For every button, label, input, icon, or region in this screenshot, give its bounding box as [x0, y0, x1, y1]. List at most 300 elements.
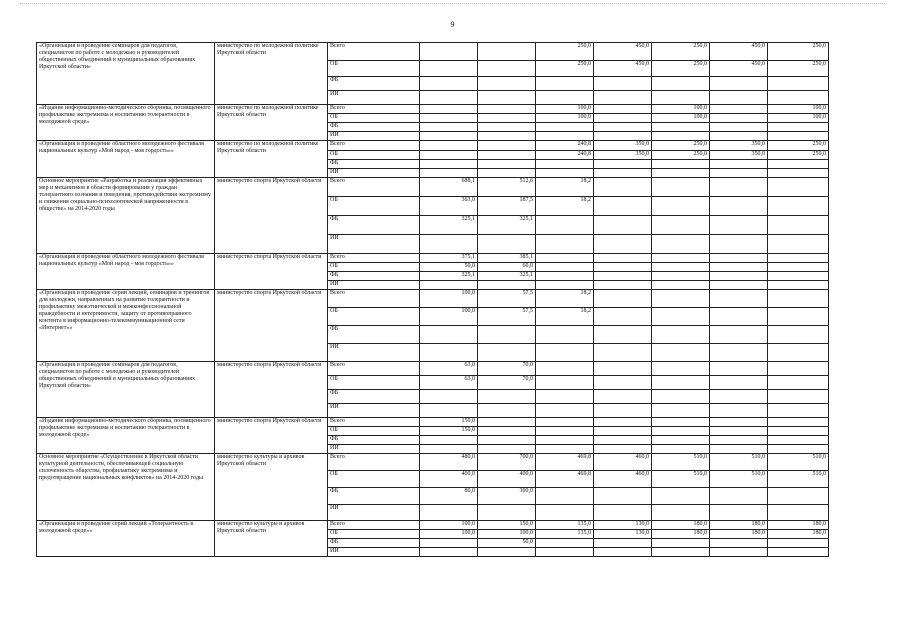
amount-cell: 480,0 [420, 454, 478, 471]
amount-cell: 250,0 [652, 141, 710, 151]
amount-cell [710, 445, 768, 454]
amount-cell: 70,0 [478, 362, 536, 376]
amount-cell: 180,0 [652, 521, 710, 530]
scan-top-edge [20, 3, 885, 4]
funding-source-label: ИИ [328, 281, 420, 290]
amount-cell [536, 263, 594, 272]
amount-cell [710, 548, 768, 557]
amount-cell [420, 105, 478, 114]
activity-name: «Организация и проведение областного молодежного фестиваля национальных культур «Мой народ - моя гордость»» [37, 254, 215, 290]
amount-cell [652, 272, 710, 281]
amount-cell [768, 290, 829, 308]
table-row [37, 362, 829, 376]
amount-cell [710, 197, 768, 216]
funding-source-label: Всего [328, 290, 420, 308]
amount-cell [594, 132, 652, 141]
amount-cell [420, 505, 478, 521]
amount-cell [536, 344, 594, 362]
amount-cell [478, 151, 536, 160]
amount-cell [420, 77, 478, 91]
funding-source-label: ИИ [328, 169, 420, 178]
amount-cell: 450,0 [594, 61, 652, 77]
amount-cell [652, 216, 710, 235]
activity-name: «Издание информационно-методического сборника, посвященного профилактике экстремизма и воспитанию толерантности в молодежной среде» [37, 418, 215, 454]
amount-cell [478, 77, 536, 91]
amount-cell: 130,0 [594, 521, 652, 530]
funding-source-label: ИИ [328, 548, 420, 557]
amount-cell [536, 436, 594, 445]
funding-source-label: ОБ [328, 471, 420, 488]
responsible-org: министерство спорта Иркутской области [215, 178, 328, 254]
amount-cell: 250,0 [652, 43, 710, 61]
amount-cell [594, 290, 652, 308]
amount-cell: 100,0 [652, 105, 710, 114]
amount-cell: 400,0 [420, 471, 478, 488]
amount-cell [420, 43, 478, 61]
funding-source-label: ИИ [328, 235, 420, 254]
amount-cell [768, 132, 829, 141]
funding-source-label: ОБ [328, 427, 420, 436]
amount-cell [536, 272, 594, 281]
amount-cell: 180,0 [768, 521, 829, 530]
amount-cell [768, 308, 829, 326]
amount-cell [768, 216, 829, 235]
amount-cell [710, 114, 768, 123]
amount-cell [652, 548, 710, 557]
amount-cell [420, 169, 478, 178]
amount-cell: 250,0 [652, 61, 710, 77]
amount-cell: 450,0 [710, 43, 768, 61]
amount-cell: 325,1 [420, 272, 478, 281]
amount-cell [652, 254, 710, 263]
amount-cell [536, 539, 594, 548]
amount-cell: 180,0 [652, 530, 710, 539]
funding-source-label: ОБ [328, 376, 420, 390]
amount-cell: 18,2 [536, 178, 594, 197]
amount-cell [710, 344, 768, 362]
amount-cell [420, 61, 478, 77]
activity-name: «Организация и проведение семинаров для педагогов, специалистов по работе с молодежью и руководителей общественных объединений в муниципальных образованиях Иркутской области» [37, 362, 215, 418]
amount-cell [536, 548, 594, 557]
amount-cell: 469,8 [536, 471, 594, 488]
amount-cell [652, 132, 710, 141]
activity-name: «Издание информационно-методического сборника, посвященного профилактике экстремизма и воспитанию толерантности в молодежной среде» [37, 105, 215, 141]
funding-source-label: ОБ [328, 308, 420, 326]
amount-cell: 100,0 [536, 105, 594, 114]
amount-cell [478, 105, 536, 114]
amount-cell: 363,0 [420, 197, 478, 216]
amount-cell [420, 160, 478, 169]
amount-cell: 510,0 [652, 471, 710, 488]
amount-cell: 325,1 [478, 272, 536, 281]
amount-cell: 350,0 [594, 151, 652, 160]
amount-cell [768, 436, 829, 445]
activity-name: «Организация и проведение областного молодежного фестиваля национальных культур «Мой народ - моя гордость»» [37, 141, 215, 178]
amount-cell: 18,2 [536, 197, 594, 216]
amount-cell [710, 418, 768, 427]
amount-cell [536, 123, 594, 132]
amount-cell: 350,0 [710, 141, 768, 151]
amount-cell: 460,0 [594, 471, 652, 488]
amount-cell [420, 132, 478, 141]
amount-cell [594, 344, 652, 362]
amount-cell [420, 404, 478, 418]
responsible-org: министерство спорта Иркутской области [215, 418, 328, 454]
amount-cell: 70,0 [478, 376, 536, 390]
amount-cell [536, 77, 594, 91]
amount-cell [536, 91, 594, 105]
amount-cell [420, 344, 478, 362]
amount-cell: 250,0 [652, 151, 710, 160]
funding-source-label: Всего [328, 141, 420, 151]
amount-cell [478, 505, 536, 521]
amount-cell [420, 141, 478, 151]
amount-cell [594, 427, 652, 436]
amount-cell [652, 390, 710, 404]
funding-source-label: Всего [328, 254, 420, 263]
amount-cell [478, 114, 536, 123]
amount-cell: 18,2 [536, 290, 594, 308]
amount-cell [710, 77, 768, 91]
amount-cell [478, 123, 536, 132]
funding-source-label: ОБ [328, 61, 420, 77]
amount-cell [652, 488, 710, 505]
funding-source-label: ОБ [328, 114, 420, 123]
amount-cell: 100,0 [768, 114, 829, 123]
amount-cell: 300,0 [478, 488, 536, 505]
responsible-org: министерство спорта Иркутской области [215, 362, 328, 418]
page-number: 9 [450, 20, 455, 29]
amount-cell [594, 263, 652, 272]
amount-cell: 250,0 [768, 61, 829, 77]
responsible-org: министерство культуры и архивов Иркутской области [215, 521, 328, 557]
amount-cell: 375,1 [420, 254, 478, 263]
amount-cell [594, 160, 652, 169]
amount-cell [536, 445, 594, 454]
amount-cell [768, 263, 829, 272]
responsible-org: министерство спорта Иркутской области [215, 254, 328, 290]
activity-name: Основное мероприятие «Разработка и реализация эффективных мер и механизмов в области формирования у граждан толерантного сознания и поведения, противодействия экстремизму и снижения социально-психологической напряженности в обществе» на 2014-2020 годы [37, 178, 215, 254]
amount-cell: 180,0 [710, 521, 768, 530]
funding-source-label: ИИ [328, 505, 420, 521]
amount-cell [536, 418, 594, 427]
amount-cell [652, 362, 710, 376]
amount-cell [768, 404, 829, 418]
amount-cell: 63,0 [420, 376, 478, 390]
amount-cell [652, 281, 710, 290]
amount-cell [478, 132, 536, 141]
amount-cell [710, 235, 768, 254]
funding-source-label: ОБ [328, 151, 420, 160]
amount-cell [768, 427, 829, 436]
activity-name: Основное мероприятие «Осуществление в Иркутской области культурной деятельности, обеспечивающей социальную сплоченность общества, профилактику экстремизма и предотвращение национальных конфликтов» на 2014-2020 годы [37, 454, 215, 521]
funding-source-label: ФБ [328, 216, 420, 235]
funding-source-label: ФБ [328, 77, 420, 91]
amount-cell [594, 362, 652, 376]
amount-cell [594, 418, 652, 427]
amount-cell [536, 505, 594, 521]
amount-cell [710, 132, 768, 141]
amount-cell: 100,0 [420, 530, 478, 539]
funding-source-label: ИИ [328, 344, 420, 362]
amount-cell [652, 263, 710, 272]
amount-cell [768, 376, 829, 390]
table-row [37, 43, 829, 61]
amount-cell [768, 281, 829, 290]
amount-cell [768, 160, 829, 169]
amount-cell [594, 281, 652, 290]
amount-cell [652, 308, 710, 326]
amount-cell [420, 390, 478, 404]
amount-cell [420, 123, 478, 132]
table-row [37, 178, 829, 197]
amount-cell: 510,0 [710, 454, 768, 471]
amount-cell [536, 160, 594, 169]
funding-source-label: ФБ [328, 436, 420, 445]
activity-name: «Организация и проведение семинаров для педагогов, специалистов по работе с молодежью и руководителей общественных объединений в муниципальных образованиях Иркутской области» [37, 43, 215, 105]
amount-cell: 100,0 [536, 114, 594, 123]
amount-cell [768, 272, 829, 281]
amount-cell [768, 326, 829, 344]
amount-cell [768, 169, 829, 178]
amount-cell: 50,0 [420, 263, 478, 272]
amount-cell: 510,0 [652, 454, 710, 471]
amount-cell [594, 178, 652, 197]
amount-cell [536, 376, 594, 390]
funding-source-label: ИИ [328, 132, 420, 141]
funding-source-label: Всего [328, 178, 420, 197]
amount-cell [768, 418, 829, 427]
amount-cell [478, 436, 536, 445]
amount-cell: 688,1 [420, 178, 478, 197]
amount-cell: 60,0 [478, 263, 536, 272]
amount-cell [420, 114, 478, 123]
amount-cell [652, 505, 710, 521]
amount-cell [420, 281, 478, 290]
amount-cell [710, 308, 768, 326]
funding-source-label: ОБ [328, 530, 420, 539]
amount-cell [710, 488, 768, 505]
amount-cell [652, 169, 710, 178]
amount-cell: 63,0 [420, 362, 478, 376]
amount-cell [652, 178, 710, 197]
amount-cell [710, 390, 768, 404]
amount-cell [478, 427, 536, 436]
amount-cell: 250,0 [536, 61, 594, 77]
table-row [37, 290, 829, 308]
amount-cell: 240,8 [536, 151, 594, 160]
amount-cell [768, 77, 829, 91]
funding-source-label: ИИ [328, 445, 420, 454]
amount-cell [710, 427, 768, 436]
amount-cell [710, 91, 768, 105]
amount-cell [710, 362, 768, 376]
amount-cell: 18,2 [536, 308, 594, 326]
responsible-org: министерство по молодежной политике Иркутской области [215, 43, 328, 105]
amount-cell: 100,0 [420, 521, 478, 530]
amount-cell [594, 390, 652, 404]
funding-source-label: Всего [328, 362, 420, 376]
amount-cell [768, 505, 829, 521]
amount-cell [652, 404, 710, 418]
responsible-org: министерство по молодежной политике Иркутской области [215, 105, 328, 141]
amount-cell: 180,0 [768, 530, 829, 539]
amount-cell [710, 169, 768, 178]
table-row [37, 141, 829, 151]
table-row [37, 521, 829, 530]
amount-cell [768, 254, 829, 263]
amount-cell: 350,0 [594, 141, 652, 151]
amount-cell [768, 539, 829, 548]
amount-cell [536, 281, 594, 290]
amount-cell: 469,8 [536, 454, 594, 471]
amount-cell: 50,0 [478, 539, 536, 548]
amount-cell [768, 344, 829, 362]
amount-cell [652, 326, 710, 344]
amount-cell [478, 141, 536, 151]
amount-cell [710, 404, 768, 418]
amount-cell [768, 178, 829, 197]
amount-cell: 510,0 [768, 471, 829, 488]
amount-cell [710, 123, 768, 132]
funding-source-label: Всего [328, 43, 420, 61]
amount-cell [594, 105, 652, 114]
amount-cell [768, 548, 829, 557]
amount-cell: 80,0 [420, 488, 478, 505]
amount-cell [594, 114, 652, 123]
amount-cell [710, 281, 768, 290]
funding-source-label: ИИ [328, 404, 420, 418]
amount-cell [652, 427, 710, 436]
amount-cell: 450,0 [594, 43, 652, 61]
amount-cell [710, 216, 768, 235]
amount-cell: 700,0 [478, 454, 536, 471]
amount-cell [594, 91, 652, 105]
amount-cell [768, 91, 829, 105]
funding-source-label: Всего [328, 454, 420, 471]
amount-cell: 150,0 [478, 521, 536, 530]
amount-cell [652, 235, 710, 254]
amount-cell [710, 376, 768, 390]
amount-cell [710, 272, 768, 281]
amount-cell [478, 235, 536, 254]
amount-cell [652, 539, 710, 548]
amount-cell [652, 436, 710, 445]
amount-cell: 400,0 [478, 471, 536, 488]
amount-cell [536, 488, 594, 505]
amount-cell: 130,0 [594, 530, 652, 539]
amount-cell [478, 445, 536, 454]
amount-cell [710, 254, 768, 263]
amount-cell [536, 390, 594, 404]
amount-cell [594, 488, 652, 505]
amount-cell [478, 169, 536, 178]
amount-cell [768, 362, 829, 376]
amount-cell [652, 77, 710, 91]
responsible-org: министерство культуры и архивов Иркутской области [215, 454, 328, 521]
amount-cell [478, 390, 536, 404]
responsible-org: министерство спорта Иркутской области [215, 290, 328, 362]
amount-cell: 150,0 [420, 418, 478, 427]
amount-cell [710, 160, 768, 169]
amount-cell [536, 132, 594, 141]
amount-cell [652, 91, 710, 105]
amount-cell [710, 263, 768, 272]
amount-cell [594, 436, 652, 445]
amount-cell [536, 362, 594, 376]
funding-source-label: ФБ [328, 390, 420, 404]
activity-name: «Организация и проведение серии лекций, семинаров и тренингов для молодежи, направленных на развитие толерантности и профилактику межэтнической и межконфессиональной враждебности и нетерпимости, защиту от противоправного контента в информационно-телекоммуникационной сети «Интернет»» [37, 290, 215, 362]
amount-cell: 100,0 [652, 114, 710, 123]
amount-cell [652, 160, 710, 169]
amount-cell [594, 404, 652, 418]
amount-cell [536, 404, 594, 418]
amount-cell [536, 254, 594, 263]
funding-source-label: ИИ [328, 91, 420, 105]
table-row [37, 454, 829, 471]
amount-cell [594, 376, 652, 390]
amount-cell: 510,0 [710, 471, 768, 488]
amount-cell: 350,0 [710, 151, 768, 160]
activity-name: «Организация и проведение серий лекций «Толерантность в молодежной среде»» [37, 521, 215, 557]
amount-cell [420, 235, 478, 254]
amount-cell: 150,0 [420, 427, 478, 436]
amount-cell [478, 91, 536, 105]
amount-cell [710, 326, 768, 344]
amount-cell [652, 344, 710, 362]
amount-cell: 100,0 [420, 308, 478, 326]
amount-cell: 187,5 [478, 197, 536, 216]
funding-source-label: ФБ [328, 272, 420, 281]
amount-cell [594, 235, 652, 254]
amount-cell [768, 235, 829, 254]
amount-cell [594, 77, 652, 91]
amount-cell [710, 178, 768, 197]
amount-cell [536, 427, 594, 436]
amount-cell: 135,0 [536, 530, 594, 539]
amount-cell [710, 505, 768, 521]
amount-cell: 180,0 [710, 530, 768, 539]
amount-cell: 325,1 [478, 216, 536, 235]
amount-cell [652, 290, 710, 308]
amount-cell [594, 505, 652, 521]
amount-cell [536, 216, 594, 235]
amount-cell [420, 539, 478, 548]
amount-cell: 57,5 [478, 308, 536, 326]
amount-cell [478, 548, 536, 557]
amount-cell [594, 539, 652, 548]
amount-cell: 385,1 [478, 254, 536, 263]
table-row [37, 105, 829, 114]
amount-cell [478, 281, 536, 290]
amount-cell: 250,0 [536, 43, 594, 61]
table-row [37, 418, 829, 427]
amount-cell [652, 418, 710, 427]
amount-cell [478, 61, 536, 77]
amount-cell: 510,0 [768, 454, 829, 471]
amount-cell [710, 290, 768, 308]
funding-source-label: ОБ [328, 197, 420, 216]
responsible-org: министерство по молодежной политике Иркутской области [215, 141, 328, 178]
amount-cell [594, 216, 652, 235]
amount-cell [594, 197, 652, 216]
amount-cell [478, 43, 536, 61]
amount-cell: 57,5 [478, 290, 536, 308]
amount-cell: 100,0 [768, 105, 829, 114]
amount-cell [652, 445, 710, 454]
funding-source-label: ФБ [328, 123, 420, 132]
amount-cell: 240,8 [536, 141, 594, 151]
